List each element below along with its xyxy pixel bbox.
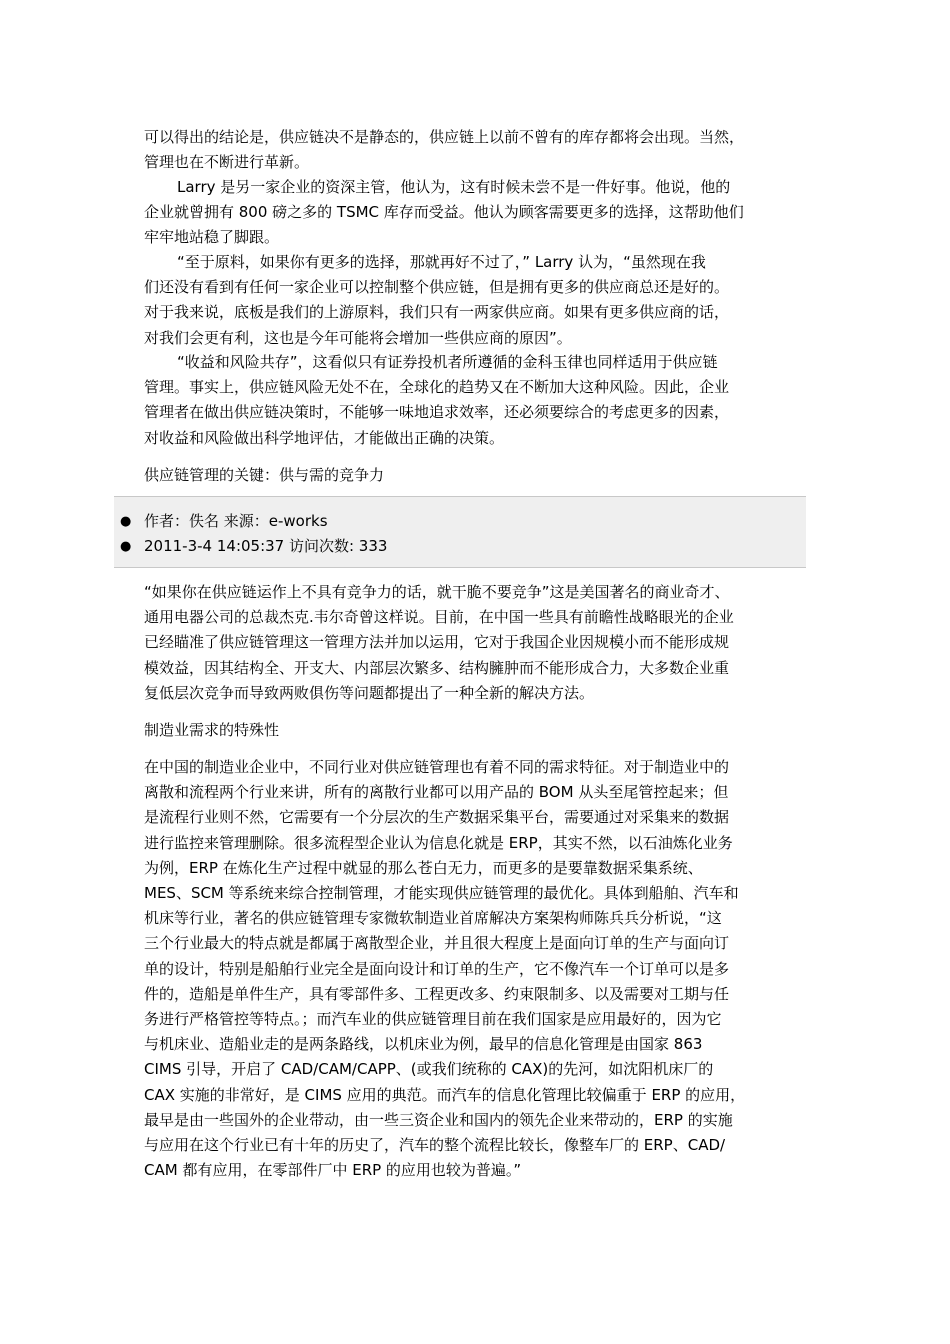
text-line: “至于原料，如果你有更多的选择，那就再好不过了，” Larry 认为，“虽然现在我 (177, 253, 706, 271)
text-line: 牢牢地站稳了脚跟。 (144, 228, 280, 247)
paragraph-larry-quote (144, 250, 808, 351)
bullet-icon: ● (120, 539, 132, 554)
text-line: 机床等行业，著名的供应链管理专家微软制造业首席解决方案架构师陈兵兵分析说，“这 (144, 909, 722, 928)
text-line: 是流程行业则不然，它需要有一个分层次的生产数据采集平台，需要通过对采集来的数据 (144, 808, 730, 827)
paragraph-welch-quote (144, 580, 808, 706)
heading-text: 制造业需求的特殊性 (144, 721, 280, 739)
text-line: 对我们会更有利，这也是今年可能将会增加一些供应商的原因”。 (144, 328, 572, 347)
text-line: 已经瞄准了供应链管理这一管理方法并加以运用，它对于我国企业因规模小而不能形成规 (144, 633, 730, 652)
text-line: 件的，造船是单件生产，具有零部件多、工程更改多、约束限制多、以及需要对工期与任 (144, 984, 730, 1003)
text-line: 与机床业、造船业走的是两条路线，以机床业为例，最早的信息化管理是由国家 863 (144, 1035, 703, 1054)
section-heading-key (144, 463, 808, 488)
text-line: 单的设计，特别是船舶行业完全是面向设计和订单的生产，它不像汽车一个订单可以是多 (144, 959, 730, 978)
paragraph-manufacturing (144, 755, 808, 1183)
meta-author-text: 作者：佚名 来源：e-works (144, 512, 328, 530)
text-line: 们还没有看到有任何一家企业可以控制整个供应链，但是拥有更多的供应商总还是好的。 (144, 278, 730, 297)
text-line: 对于我来说，底板是我们的上游原料，我们只有一两家供应商。如果有更多供应商的话， (144, 303, 730, 322)
text-line: 通用电器公司的总裁杰克.韦尔奇曾这样说。目前，在中国一些具有前瞻性战略眼光的企业 (144, 608, 734, 627)
text-line: 模效益，因其结构全、开支大、内部层次繁多、结构臃肿而不能形成合力，大多数企业重 (144, 658, 730, 677)
text-line: 管理者在做出供应链决策时，不能够一味地追求效率，还必须要综合的考虑更多的因素， (144, 403, 730, 422)
heading-text: 供应链管理的关键：供与需的竞争力 (144, 466, 385, 484)
text-line: 最早是由一些国外的企业带动，由一些三资企业和国内的领先企业来带动的，ERP 的实施 (144, 1110, 733, 1129)
section-heading-manufacturing (144, 718, 808, 743)
paragraph-risk (144, 350, 808, 451)
bullet-icon: ● (120, 514, 132, 529)
text-line: 对收益和风险做出科学地评估，才能做出正确的决策。 (144, 428, 505, 447)
text-line: “如果你在供应链运作上不具有竞争力的话，就干脆不要竞争”这是美国著名的商业奇才、 (144, 583, 730, 601)
meta-date-text: 2011-3-4 14:05:37 访问次数: 333 (144, 537, 388, 555)
text-line: 三个行业最大的特点就是都属于离散型企业，并且很大程度上是面向订单的生产与面向订 (144, 934, 730, 953)
text-line: 务进行严格管控等特点。；而汽车业的供应链管理目前在我们国家是应用最好的，因为它 (144, 1010, 722, 1029)
text-line: 可以得出的结论是，供应链决不是静态的，供应链上以前不曾有的库存都将会出现。当然， (144, 128, 745, 146)
text-line: 管理也在不断进行革新。 (144, 153, 310, 172)
text-line: 为例，ERP 在炼化生产过程中就显的那么苍白无力，而更多的是要靠数据采集系统、 (144, 858, 703, 877)
text-line: MES、SCM 等系统来综合控制管理，才能实现供应链管理的最优化。具体到船舶、汽车和 (144, 884, 739, 903)
paragraph-larry-executive (144, 175, 808, 251)
text-line: 离散和流程两个行业来讲，所有的离散行业都可以用产品的 BOM 从头至尾管控起来；但 (144, 783, 729, 802)
meta-author-source (120, 509, 328, 534)
text-line: CIMS 引导，开启了 CAD/CAM/CAPP、(或我们统称的 CAX)的先河，如沈阳机床厂的 (144, 1060, 714, 1079)
text-line: 管理。事实上，供应链风险无处不在，全球化的趋势又在不断加大这种风险。因此，企业 (144, 378, 730, 397)
text-line: Larry 是另一家企业的资深主管，他认为，这有时候未尝不是一件好事。他说，他的 (177, 178, 731, 196)
article-meta-box (114, 496, 806, 568)
text-line: CAX 实施的非常好，是 CIMS 应用的典范。而汽车的信息化管理比较偏重于 ERP 的应用， (144, 1085, 746, 1104)
meta-date-visits (120, 534, 388, 559)
paragraph-conclusion (144, 125, 808, 175)
text-line: 企业就曾拥有 800 磅之多的 TSMC 库存而受益。他认为顾客需要更多的选择，这帮助他们 (144, 203, 744, 222)
text-line: 进行监控来管理删除。很多流程型企业认为信息化就是 ERP，其实不然，以石油炼化业务 (144, 833, 733, 852)
text-line: CAM 都有应用，在零部件厂中 ERP 的应用也较为普遍。” (144, 1161, 522, 1180)
text-line: 复低层次竞争而导致两败俱伤等问题都提出了一种全新的解决方法。 (144, 683, 595, 702)
text-line: 与应用在这个行业已有十年的历史了，汽车的整个流程比较长，像整车厂的 ERP、CAD/ (144, 1136, 726, 1155)
text-line: “收益和风险共存”，这看似只有证券投机者所遵循的金科玉律也同样适用于供应链 (177, 353, 718, 371)
text-line: 在中国的制造业企业中，不同行业对供应链管理也有着不同的需求特征。对于制造业中的 (144, 758, 730, 776)
